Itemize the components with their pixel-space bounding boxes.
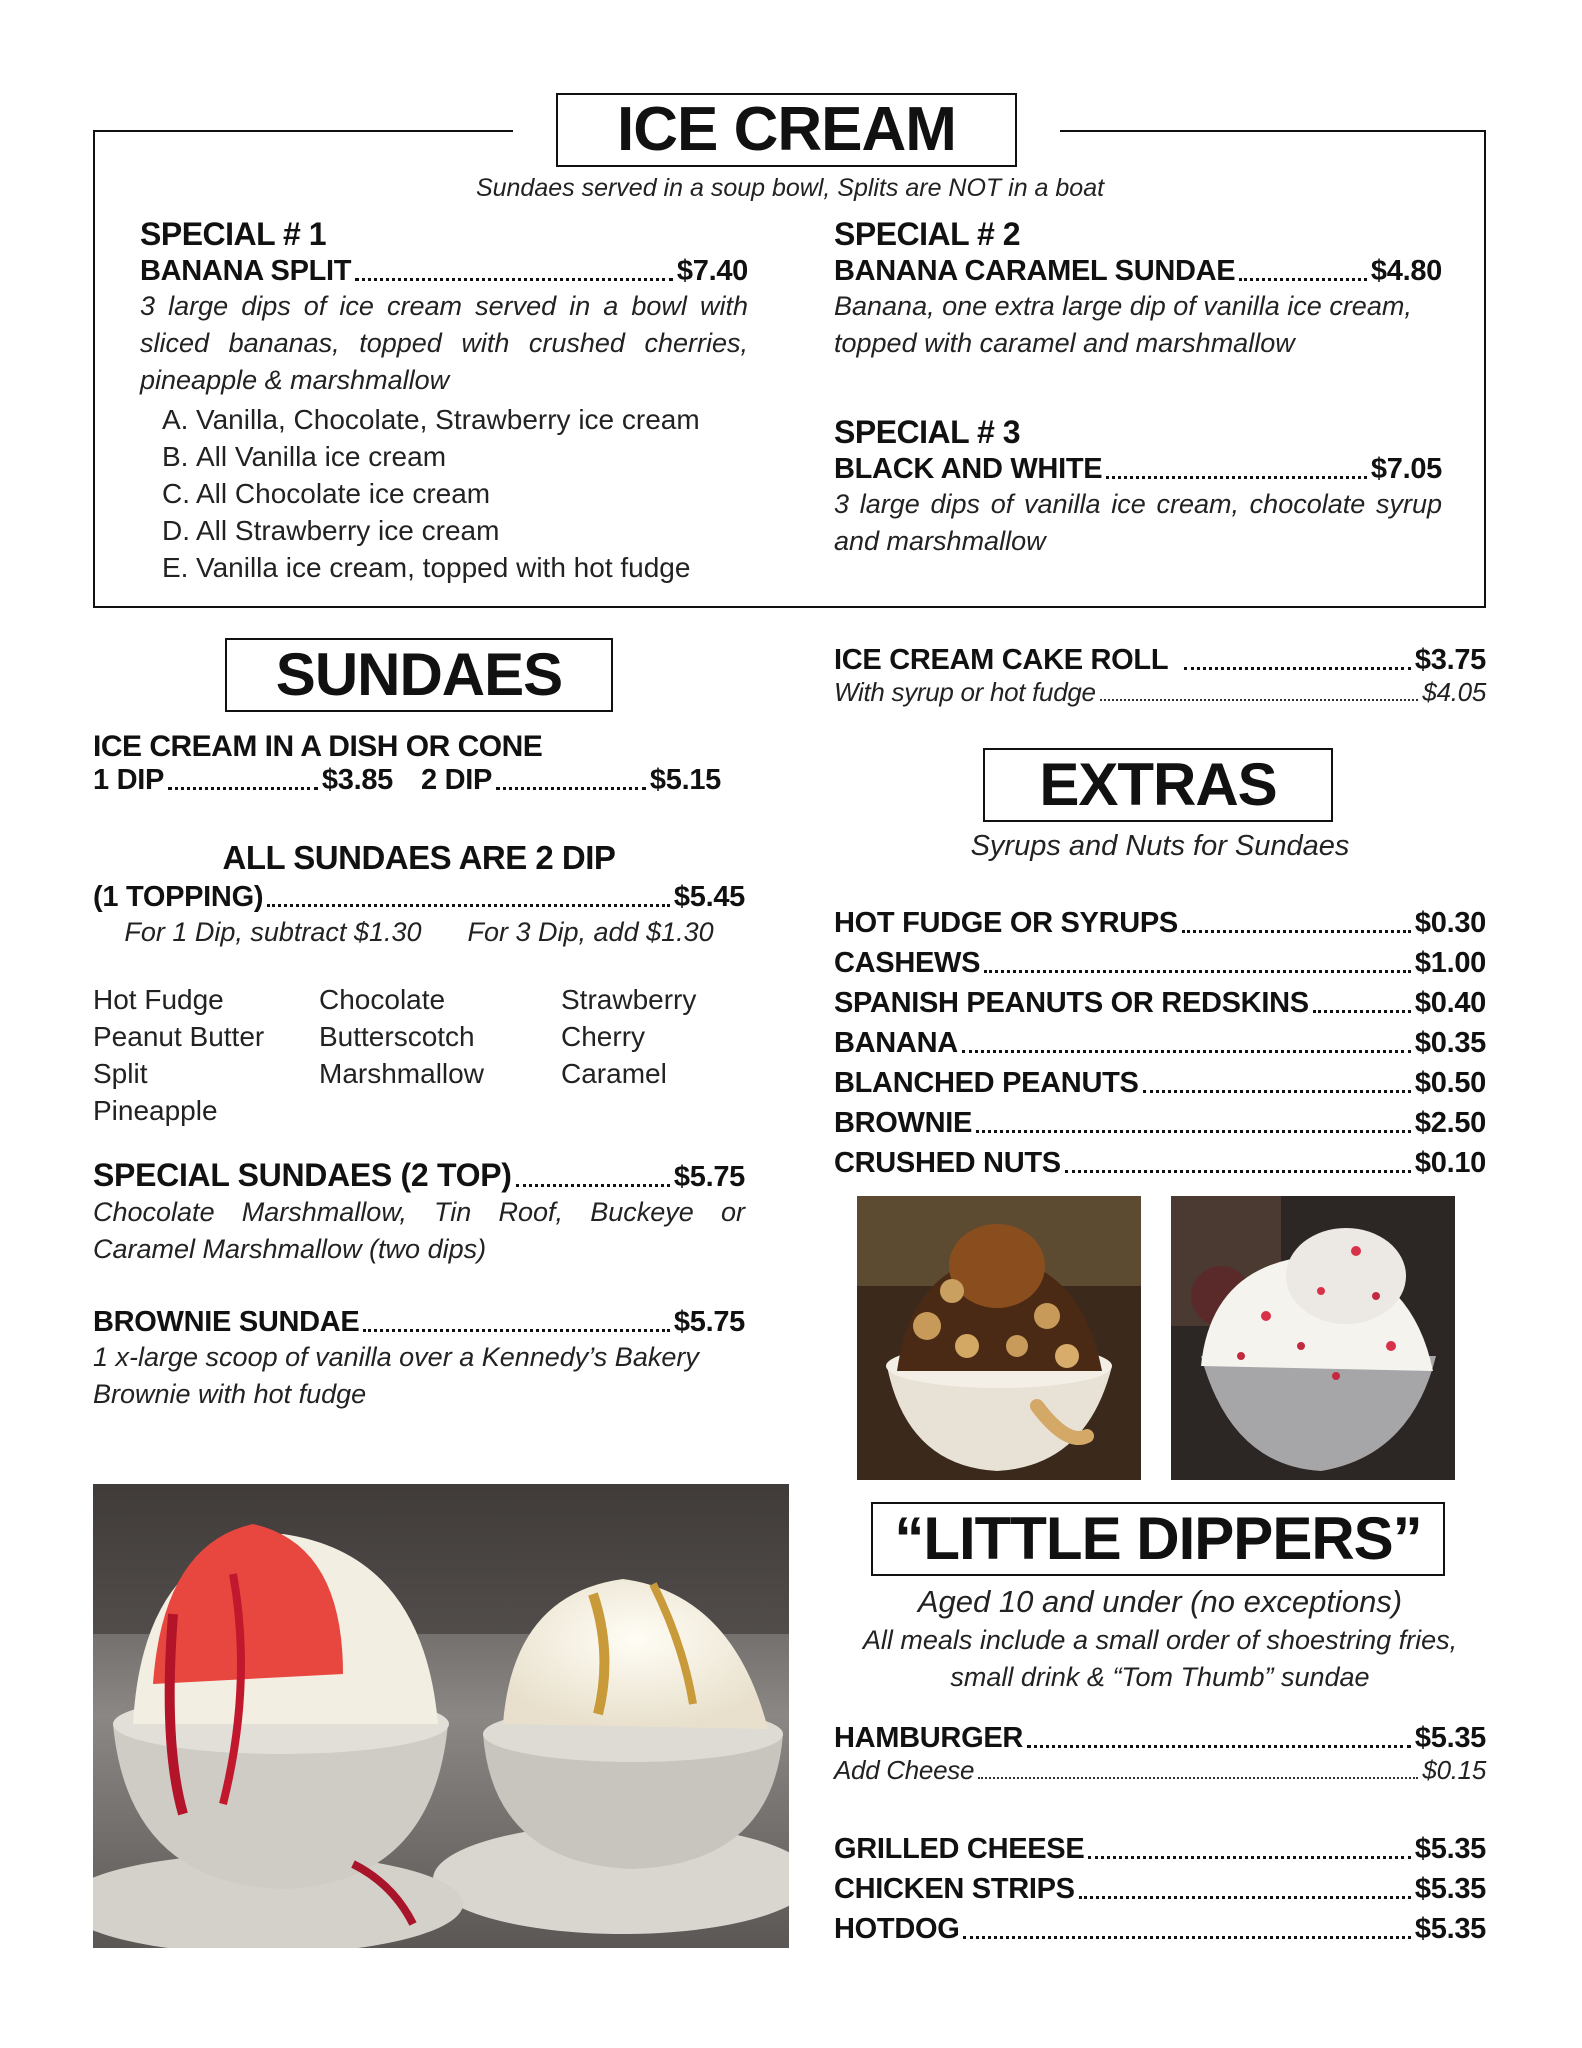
little-dippers-title: “LITTLE DIPPERS”	[871, 1502, 1445, 1576]
black-white-price: $7.05	[1370, 453, 1442, 485]
two-dip-row	[421, 764, 721, 797]
leader-dots	[1027, 1745, 1411, 1748]
topping-item: Butterscotch	[319, 1021, 475, 1052]
all-sundaes-header: ALL SUNDAES ARE 2 DIP	[222, 839, 616, 876]
option-letter: A.	[162, 404, 189, 435]
topping-item: Split	[93, 1058, 148, 1089]
one-dip-label: 1 DIP	[93, 764, 165, 796]
leader-dots	[267, 904, 670, 907]
extra-item-row	[834, 1100, 1486, 1140]
kids-item-name: CHICKEN STRIPS	[834, 1873, 1075, 1905]
leader-dots	[963, 1936, 1410, 1939]
extra-item-name: CRUSHED NUTS	[834, 1147, 1061, 1179]
banana-split-name: BANANA SPLIT	[140, 255, 352, 287]
banana-split-row	[140, 255, 748, 288]
special-sundaes-label: SPECIAL SUNDAES (2 TOP)	[93, 1157, 512, 1193]
hamburger-row	[834, 1722, 1486, 1755]
leader-dots	[1106, 476, 1367, 479]
one-topping-label: (1 TOPPING)	[93, 881, 264, 913]
little-dippers-info	[834, 1582, 1486, 1696]
topping-item: Peanut Butter	[93, 1021, 265, 1052]
special-sundaes-desc: Chocolate Marshmallow, Tin Roof, Buckeye or Caramel Marshmallow (two dips)	[93, 1197, 745, 1264]
two-dip-price: $5.15	[649, 764, 721, 796]
kids-item-row	[834, 1826, 1486, 1866]
sundaes-section	[93, 730, 745, 1413]
cake-roll-sub-price: $4.05	[1422, 677, 1486, 707]
topping-item: Hot Fudge	[93, 984, 224, 1015]
kids-item-row	[834, 1906, 1486, 1946]
banana-split-price: $7.40	[676, 255, 748, 287]
leader-dots	[1143, 1090, 1411, 1093]
toppings-column-2	[319, 981, 561, 1129]
one-topping-price: $5.45	[673, 881, 745, 913]
extra-item-price: $0.10	[1414, 1147, 1486, 1179]
banana-split-option	[162, 438, 748, 475]
toppings-column-3	[561, 981, 741, 1129]
leader-dots	[1065, 1170, 1411, 1173]
extra-item-row	[834, 1140, 1486, 1180]
dip-note-subtract: For 1 Dip, subtract $1.30	[124, 917, 422, 947]
leader-dots	[496, 787, 646, 790]
cake-roll-name: ICE CREAM CAKE ROLL	[834, 644, 1169, 676]
black-white-row	[834, 453, 1442, 486]
option-text: Vanilla, Chocolate, Strawberry ice cream	[196, 404, 700, 435]
option-letter: E.	[162, 552, 189, 583]
toppings-column-1	[93, 981, 319, 1129]
brownie-sundae-price: $5.75	[673, 1306, 745, 1338]
one-dip-price: $3.85	[321, 764, 393, 796]
toppings-list	[93, 981, 745, 1129]
banana-split-options	[140, 401, 748, 586]
black-white-desc: 3 large dips of vanilla ice cream, chocolate syrup and marshmallow	[834, 489, 1442, 556]
hamburger-name: HAMBURGER	[834, 1722, 1024, 1754]
little-dippers-menu	[834, 1722, 1486, 1946]
little-dippers-age: Aged 10 and under (no exceptions)	[917, 1584, 1403, 1619]
leader-dots	[976, 1130, 1411, 1133]
leader-dots	[516, 1184, 670, 1187]
frame-top-line-right	[1060, 130, 1486, 132]
extra-item-name: BLANCHED PEANUTS	[834, 1067, 1139, 1099]
cake-roll-price: $3.75	[1414, 644, 1486, 676]
leader-dots	[1079, 1896, 1411, 1899]
special-3	[834, 414, 1442, 560]
two-dip-label: 2 DIP	[421, 764, 493, 796]
kids-item-price: $5.35	[1414, 1833, 1486, 1865]
strawberry-sundae-photo	[1171, 1196, 1455, 1480]
one-dip-row	[93, 764, 393, 797]
special-3-header: SPECIAL # 3	[834, 414, 1020, 450]
kids-item-name: GRILLED CHEESE	[834, 1833, 1085, 1865]
cashew-sundae-photo	[857, 1196, 1141, 1480]
extra-item-row	[834, 900, 1486, 940]
little-dippers-note-2: small drink & “Tom Thumb” sundae	[950, 1662, 1370, 1692]
strawberry-sundae-image	[1171, 1196, 1455, 1480]
cashew-sundae-image	[857, 1196, 1141, 1480]
option-text: All Strawberry ice cream	[196, 515, 500, 546]
leader-dots	[1313, 1010, 1411, 1013]
banana-caramel-price: $4.80	[1370, 255, 1442, 287]
extra-item-row	[834, 940, 1486, 980]
add-cheese-name: Add Cheese	[834, 1755, 975, 1785]
extra-item-row	[834, 1060, 1486, 1100]
special-sundaes-row	[93, 1157, 745, 1194]
option-text: All Vanilla ice cream	[196, 441, 447, 472]
topping-item: Chocolate	[319, 984, 446, 1015]
leader-dots	[984, 970, 1411, 973]
extra-item-row	[834, 1020, 1486, 1060]
topping-item: Cherry	[561, 1021, 646, 1052]
extras-title: EXTRAS	[983, 748, 1333, 822]
leader-dots	[1100, 699, 1419, 701]
hamburger-price: $5.35	[1414, 1722, 1486, 1754]
topping-item: Pineapple	[93, 1095, 218, 1126]
sundaes-photo-image	[93, 1484, 789, 1948]
dip-prices-row	[93, 764, 745, 797]
cake-roll-sub-row	[834, 677, 1486, 708]
leader-dots	[962, 1050, 1411, 1053]
ice-cream-subtitle: Sundaes served in a soup bowl, Splits are NOT in a boat	[475, 174, 1105, 202]
special-1-header: SPECIAL # 1	[140, 216, 326, 252]
dish-cone-header: ICE CREAM IN A DISH OR CONE	[93, 730, 543, 763]
extra-item-name: BANANA	[834, 1027, 958, 1059]
option-letter: D.	[162, 515, 190, 546]
banana-split-option	[162, 549, 748, 586]
leader-dots	[355, 278, 673, 281]
option-letter: C.	[162, 478, 190, 509]
extras-subtitle: Syrups and Nuts for Sundaes	[970, 830, 1350, 862]
cake-roll-sub: With syrup or hot fudge	[834, 677, 1096, 707]
ice-cream-title: ICE CREAM	[556, 93, 1017, 167]
leader-dots	[1184, 667, 1411, 670]
kids-item-price: $5.35	[1414, 1873, 1486, 1905]
extra-item-price: $2.50	[1414, 1107, 1486, 1139]
kids-item-name: HOTDOG	[834, 1913, 960, 1945]
special-2	[834, 216, 1442, 362]
extra-item-name: CASHEWS	[834, 947, 981, 979]
leader-dots	[363, 1329, 669, 1332]
kids-item-price: $5.35	[1414, 1913, 1486, 1945]
dip-notes	[93, 914, 745, 951]
add-cheese-price: $0.15	[1422, 1755, 1486, 1785]
extra-item-price: $0.50	[1414, 1067, 1486, 1099]
sundaes-title: SUNDAES	[225, 638, 613, 712]
banana-caramel-desc: Banana, one extra large dip of vanilla ice cream, topped with caramel and marshmallow	[834, 291, 1412, 358]
extra-item-name: HOT FUDGE OR SYRUPS	[834, 907, 1178, 939]
banana-split-option	[162, 512, 748, 549]
extra-item-price: $0.35	[1414, 1027, 1486, 1059]
add-cheese-row	[834, 1755, 1486, 1786]
cake-roll	[834, 644, 1486, 708]
special-sundaes-price: $5.75	[673, 1161, 745, 1193]
special-2-header: SPECIAL # 2	[834, 216, 1020, 252]
dip-note-add: For 3 Dip, add $1.30	[467, 917, 714, 947]
extra-item-name: BROWNIE	[834, 1107, 973, 1139]
brownie-sundae-label: BROWNIE SUNDAE	[93, 1306, 360, 1338]
extra-item-price: $1.00	[1414, 947, 1486, 979]
special-1	[140, 216, 748, 586]
banana-caramel-name: BANANA CARAMEL SUNDAE	[834, 255, 1236, 287]
leader-dots	[1088, 1856, 1411, 1859]
banana-caramel-row	[834, 255, 1442, 288]
option-text: All Chocolate ice cream	[196, 478, 491, 509]
extra-item-price: $0.40	[1414, 987, 1486, 1019]
option-text: Vanilla ice cream, topped with hot fudge	[196, 552, 691, 583]
little-dippers-note-1: All meals include a small order of shoestring fries,	[862, 1625, 1458, 1655]
banana-split-desc: 3 large dips of ice cream served in a bowl with sliced bananas, topped with crushed cherries, pineapple & marshmallow	[140, 291, 748, 395]
option-letter: B.	[162, 441, 189, 472]
kids-item-row	[834, 1866, 1486, 1906]
banana-split-option	[162, 475, 748, 512]
cake-roll-row	[834, 644, 1486, 677]
sundaes-photo	[93, 1484, 789, 1948]
leader-dots	[978, 1777, 1418, 1779]
kids-items	[834, 1826, 1486, 1946]
brownie-sundae-row	[93, 1306, 745, 1339]
topping-item: Caramel	[561, 1058, 667, 1089]
topping-item: Marshmallow	[319, 1058, 484, 1089]
extra-item-name: SPANISH PEANUTS OR REDSKINS	[834, 987, 1309, 1019]
frame-top-line-left	[93, 130, 513, 132]
topping-item: Strawberry	[561, 984, 697, 1015]
leader-dots	[168, 787, 318, 790]
one-topping-row	[93, 881, 745, 914]
brownie-sundae-desc: 1 x-large scoop of vanilla over a Kennedy’s Bakery Brownie with hot fudge	[93, 1342, 699, 1409]
banana-split-option	[162, 401, 748, 438]
leader-dots	[1182, 930, 1411, 933]
extra-item-row	[834, 980, 1486, 1020]
black-white-name: BLACK AND WHITE	[834, 453, 1103, 485]
extra-item-price: $0.30	[1414, 907, 1486, 939]
leader-dots	[1239, 278, 1367, 281]
extras-list	[834, 900, 1486, 1180]
